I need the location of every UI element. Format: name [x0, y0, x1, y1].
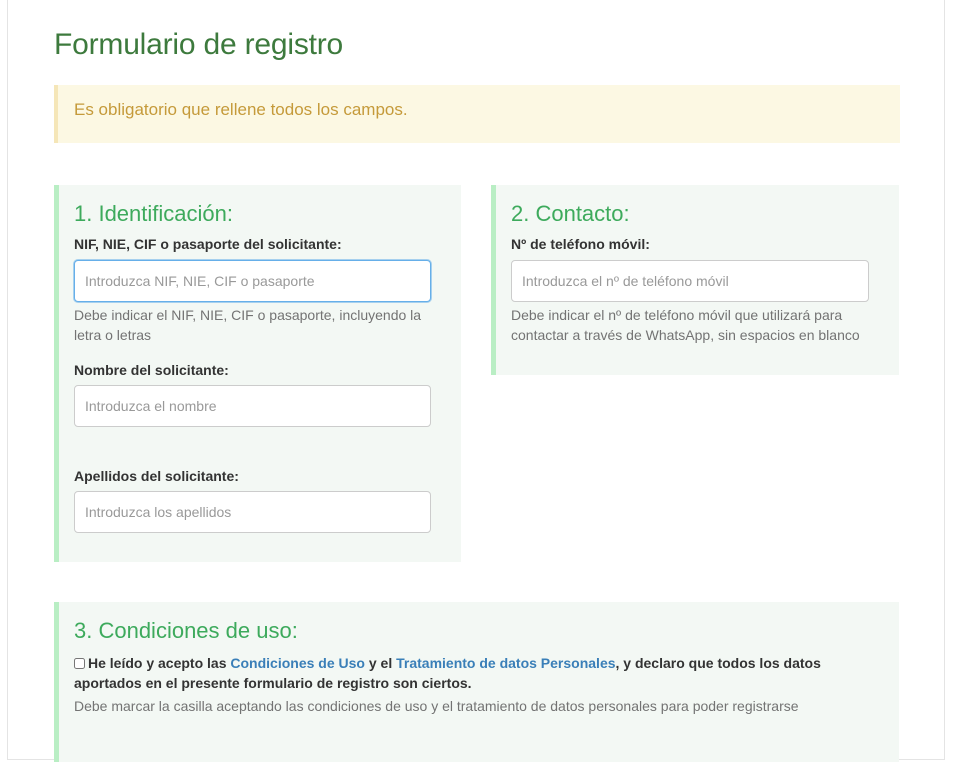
condiciones-de-uso-link[interactable]: Condiciones de Uso	[230, 655, 365, 671]
alert-text: Es obligatorio que rellene todos los campos.	[74, 100, 408, 119]
telefono-input[interactable]	[511, 260, 869, 302]
nif-help-line-1: Debe indicar el NIF, NIE, CIF o pasaporte, incluyendo la	[74, 307, 422, 323]
telefono-help-line-2: contactar a través de WhatsApp, sin espacios en blanco	[511, 327, 860, 343]
required-fields-alert	[54, 85, 900, 143]
nif-input[interactable]	[74, 260, 431, 302]
section-identificacion	[54, 185, 461, 562]
terms-checkbox-label[interactable]	[74, 653, 854, 693]
apellidos-input[interactable]	[74, 491, 431, 533]
nombre-label: Nombre del solicitante:	[74, 362, 229, 378]
nombre-input[interactable]	[74, 385, 431, 427]
telefono-help	[511, 305, 860, 345]
tratamiento-datos-link[interactable]: Tratamiento de datos Personales	[396, 655, 616, 671]
nif-help	[74, 305, 421, 345]
section-heading-contacto: 2. Contacto:	[511, 201, 630, 226]
nif-label: NIF, NIE, CIF o pasaporte del solicitante:	[74, 236, 342, 252]
nif-help-line-2: letra o letras	[74, 327, 152, 343]
terms-checkbox[interactable]	[74, 658, 85, 669]
section-heading-identificacion: 1. Identificación:	[74, 201, 233, 226]
page-title: Formulario de registro	[54, 28, 344, 61]
terms-help: Debe marcar la casilla aceptando las condiciones de uso y el tratamiento de datos personales para poder registrarse	[74, 698, 799, 714]
terms-text-after: , y declaro que todos los datos aportados en el presente formulario de registro son ciertos.	[74, 655, 821, 691]
apellidos-label: Apellidos del solicitante:	[74, 468, 239, 484]
telefono-help-line-1: Debe indicar el nº de teléfono móvil que utilizará para	[511, 307, 843, 323]
terms-text-mid: y el	[364, 655, 397, 671]
section-heading-condiciones: 3. Condiciones de uso:	[74, 618, 298, 643]
terms-text-before: He leído y acepto las	[88, 655, 231, 671]
section-contacto	[491, 185, 899, 375]
telefono-label: Nº de teléfono móvil:	[511, 236, 650, 252]
section-condiciones	[54, 602, 899, 762]
